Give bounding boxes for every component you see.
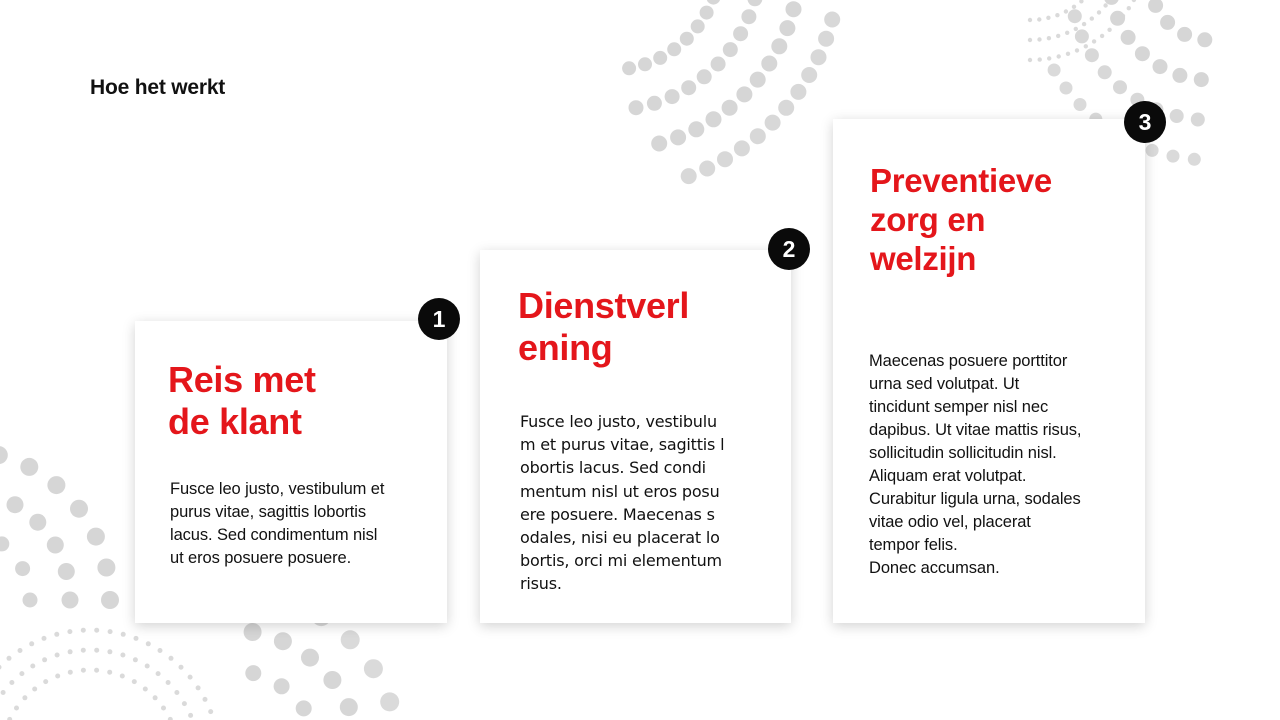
step-number-badge-1: 1 [418, 298, 460, 340]
step-number-badge-3: 3 [1124, 101, 1166, 143]
step-card-1 [135, 321, 447, 623]
step-2-heading: Dienstverl ening [518, 285, 690, 368]
step-1-heading: Reis met de klant [168, 359, 316, 442]
step-3-body: Maecenas posuere porttitor urna sed volutpat. Ut tincidunt semper nisl nec dapibus. Ut vitae mattis risus, sollicitudin sollicitudin nisl. Aliquam erat volutpat. Curabitur ligula urna, sodales vitae odio vel, placerat tempor felis. Donec accumsan. [869, 352, 1082, 577]
step-1-body: Fusce leo justo, vestibulum et purus vitae, sagittis lobortis lacus. Sed condimentum nisl ut eros posuere posuere. [170, 480, 385, 567]
step-card-3 [833, 119, 1145, 623]
step-3-heading: Preventieve zorg en welzijn [870, 162, 1052, 277]
step-2-body: Fusce leo justo, vestibulu m et purus vitae, sagittis l obortis lacus. Sed condi mentum nisl ut eros posu ere posuere. Maecenas s odales, nisi eu placerat lo bortis, orci mi elementum risus. [520, 412, 725, 594]
step-number-badge-2: 2 [768, 228, 810, 270]
slide-title: Hoe het werkt [90, 76, 226, 99]
step-card-2 [480, 250, 791, 623]
